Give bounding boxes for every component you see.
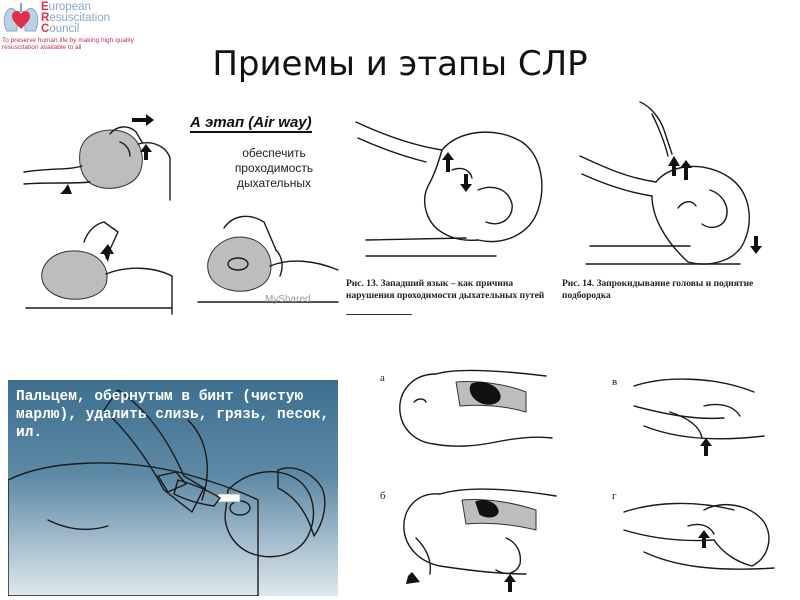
fig14-head-tilt-illustration — [560, 96, 780, 276]
fig13-tongue-illustration — [346, 110, 556, 276]
head-tilt-illustration-1 — [20, 112, 190, 208]
watermark: MyShared — [265, 294, 311, 305]
airway-diagram-a — [376, 362, 556, 466]
figure-letter-a: а — [380, 372, 385, 384]
fig14-caption: Рис. 14. Запрокидывание головы и поднятие подбородка — [562, 279, 754, 301]
stage-a-description: обеспечить проходимость дыхательных — [234, 146, 314, 190]
figure-letter-v: в — [612, 376, 618, 388]
chin-lift-illustration — [22, 218, 182, 318]
logo-tagline: To preserve human life by making high quality resuscitation available to all — [2, 37, 134, 51]
logo-wordmark: European Resuscitation Council — [41, 1, 111, 35]
stage-a-heading: А этап (Air way) — [190, 114, 312, 131]
airway-diagram-v — [604, 366, 784, 470]
heart-lungs-icon — [1, 1, 41, 39]
slide-title: Приемы и этапы СЛР — [212, 44, 588, 84]
figure-letter-b: б — [380, 490, 386, 502]
finger-sweep-instruction: Пальцем, обернутым в бинт (чистую марлю), удалить слизь, грязь, песок, ил. — [16, 389, 330, 441]
fig13-caption: Рис. 13. Западший язык – как причина нарушения проходимости дыхательных путей — [346, 279, 545, 301]
airway-diagram-b — [376, 478, 566, 596]
airway-diagram-g — [604, 482, 784, 592]
caption-divider — [346, 314, 412, 315]
figure-letter-g: г — [612, 490, 617, 502]
